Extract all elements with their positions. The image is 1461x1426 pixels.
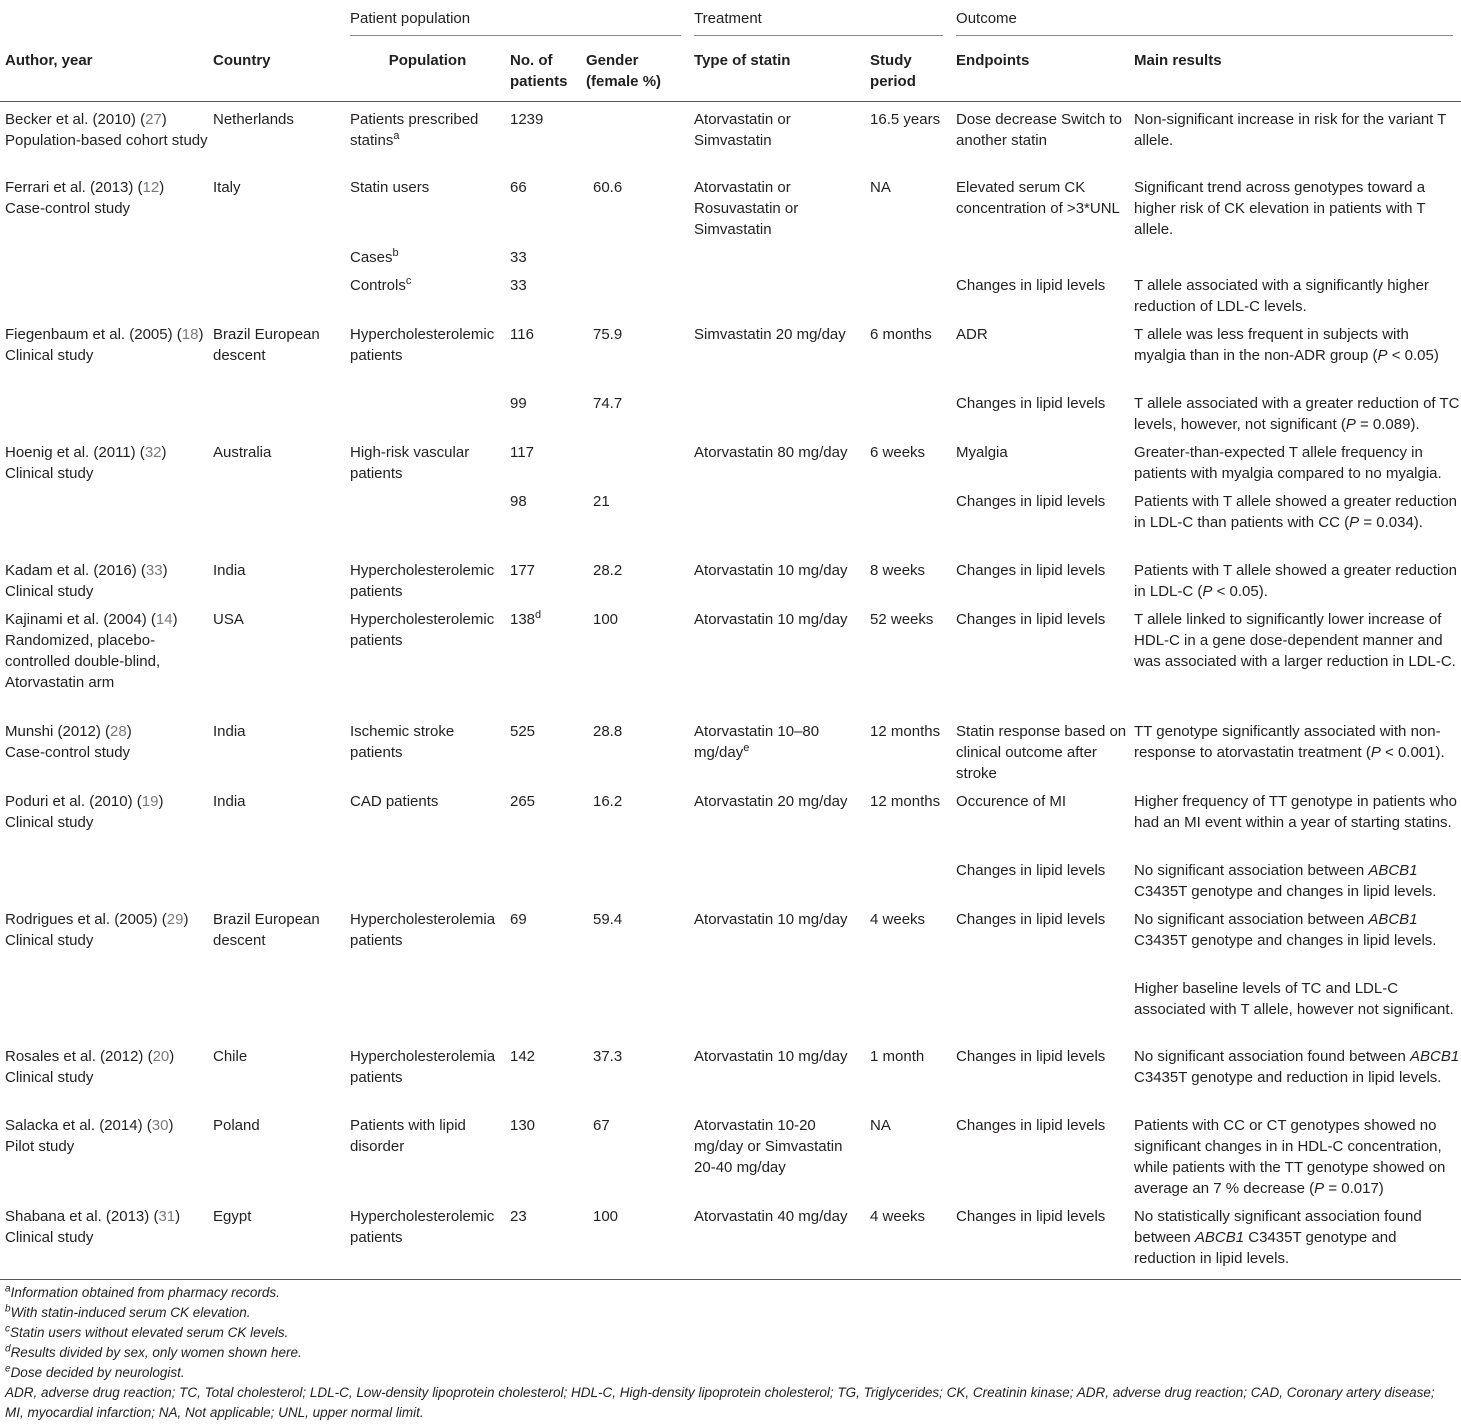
cell-study-period	[865, 971, 951, 1039]
cell-endpoints	[951, 240, 1129, 268]
cell-author: Shabana et al. (2013) (31) Clinical study	[0, 1199, 208, 1280]
cell-main-results: T allele associated with a greater reduction of TC levels, however, not significant (P = 0.089).	[1134, 394, 1460, 433]
cell-study-period: 4 weeks	[865, 1199, 951, 1280]
cell-study-period: NA	[870, 1116, 891, 1134]
cell-endpoints: Myalgia	[956, 443, 1008, 461]
cell-main-results: No significant association between ABCB1 C3435T genotype and changes in lipid levels.	[1134, 861, 1437, 900]
cell-statin: Atorvastatin 80 mg/day	[694, 443, 848, 461]
cell-main-results: Patients with T allele showed a greater reduction in LDL-C than patients with CC (P = 0.034).	[1134, 492, 1457, 531]
cell-population	[345, 971, 505, 1039]
table-row	[0, 902, 1461, 971]
group-header-patient-population: Patient population	[345, 8, 689, 40]
table-row	[0, 268, 1461, 317]
cell-country: Poland	[213, 1116, 260, 1134]
reference-number: 28	[110, 722, 127, 740]
cell-gender: 100	[581, 1199, 689, 1280]
cell-endpoints: Occurence of MI	[956, 792, 1067, 810]
cell-author	[0, 484, 208, 553]
cell-author: Hoenig et al. (2011) (32) Clinical study	[5, 443, 167, 482]
cell-author	[0, 853, 208, 902]
group-header-outcome: Outcome	[951, 8, 1461, 40]
table-row	[0, 317, 1461, 386]
cell-gender	[581, 971, 689, 1039]
cell-main-results: Patients with T allele showed a greater reduction in LDL-C (P < 0.05).	[1134, 561, 1457, 600]
column-header-country: Country	[208, 40, 345, 102]
cell-patients: 69	[510, 910, 527, 928]
cell-country: India	[213, 722, 246, 740]
cell-country	[208, 268, 345, 317]
cell-main-results: T allele was less frequent in subjects with myalgia than in the non-ADR group (P < 0.05)	[1134, 325, 1439, 364]
cell-endpoints: Changes in lipid levels	[956, 394, 1106, 412]
cell-population: Hypercholesterolemia patients	[350, 1047, 496, 1086]
cell-patients: 33	[510, 276, 527, 294]
table-row	[0, 714, 1461, 784]
reference-number: 12	[142, 178, 160, 196]
cell-statin: Atorvastatin 10 mg/day	[694, 561, 848, 579]
cell-gender: 100	[593, 610, 619, 628]
column-header-population: Population	[345, 40, 505, 102]
cell-study-period: 12 months	[870, 722, 941, 740]
cell-author	[0, 268, 208, 317]
cell-study-period	[865, 853, 951, 902]
cell-study-period: 4 weeks	[870, 910, 926, 928]
cell-endpoints: ADR	[956, 325, 988, 343]
cell-author: Kajinami et al. (2004) (14) Randomized, placebo-controlled double-blind, Atorvastatin arm	[5, 610, 178, 691]
table-footnotes	[5, 1283, 1455, 1423]
cell-endpoints: Dose decrease Switch to another statin	[956, 111, 1122, 149]
cell-study-period	[865, 268, 951, 317]
footnote: $^e$Dose decided by neurologist.	[5, 1363, 185, 1380]
cell-endpoints: Changes in lipid levels	[951, 1199, 1129, 1280]
table-row	[0, 170, 1461, 240]
column-header-author: Author, year	[0, 40, 208, 102]
cell-population: Hypercholesterolemic patients	[350, 561, 495, 600]
cell-main-results: No significant association between ABCB1 C3435T genotype and changes in lipid levels.	[1134, 910, 1437, 949]
cell-main-results: Higher frequency of TT genotype in patients who had an MI event within a year of starting statins.	[1134, 792, 1458, 831]
table-row	[0, 1039, 1461, 1108]
cell-patients: 23	[505, 1199, 581, 1280]
cell-main-results	[1129, 240, 1461, 268]
cell-statin	[689, 386, 865, 435]
cell-patients: 177	[510, 561, 536, 579]
cell-statin: Atorvastatin or Simvastatin	[694, 111, 791, 149]
footnote: $^a$Information obtained from pharmacy records.	[5, 1283, 280, 1300]
cell-gender: 75.9	[593, 325, 623, 343]
cell-author	[0, 386, 208, 435]
cell-patients: 99	[510, 394, 527, 412]
table-row	[0, 784, 1461, 853]
cell-study-period: 6 weeks	[870, 443, 926, 461]
cell-study-period: 1 month	[870, 1047, 925, 1065]
cell-endpoints: Changes in lipid levels	[956, 276, 1106, 294]
cell-author: Ferrari et al. (2013) (12) Case-control study	[5, 178, 165, 217]
cell-endpoints: Changes in lipid levels	[956, 492, 1106, 510]
cell-author: Fiegenbaum et al. (2005) (18) Clinical study	[5, 325, 204, 364]
cell-statin: Atorvastatin 10 mg/day	[694, 1047, 848, 1065]
cell-patients: 66	[510, 178, 527, 196]
cell-gender	[581, 268, 689, 317]
cell-gender	[581, 102, 689, 170]
cell-patients: 1239	[510, 111, 544, 128]
cell-statin: Atorvastatin 40 mg/day	[689, 1199, 865, 1280]
cell-main-results: T allele associated with a significantly higher reduction of LDL-C levels.	[1134, 276, 1429, 315]
cell-patients	[505, 853, 581, 902]
cell-main-results: No statistically significant association found between ABCB1 C3435T genotype and reduction in lipid levels.	[1129, 1199, 1461, 1280]
cell-patients	[505, 971, 581, 1039]
cell-endpoints: Statin response based on clinical outcome after stroke	[956, 722, 1127, 782]
cell-study-period: 12 months	[870, 792, 941, 810]
cell-gender	[581, 240, 689, 268]
cell-gender: 37.3	[593, 1047, 623, 1065]
cell-author: Kadam et al. (2016) (33) Clinical study	[5, 561, 168, 600]
cell-patients: 98	[510, 492, 527, 510]
table-row	[0, 1108, 1461, 1199]
cell-author	[0, 971, 208, 1039]
cell-statin: Atorvastatin 20 mg/day	[694, 792, 848, 810]
cell-country: Brazil European descent	[213, 910, 320, 949]
cell-population: Ischemic stroke patients	[350, 722, 455, 761]
cell-population: Patients with lipid disorder	[350, 1116, 466, 1155]
cell-study-period: 52 weeks	[870, 610, 934, 628]
cell-country: Italy	[213, 178, 241, 196]
cell-gender: 60.6	[593, 178, 623, 196]
reference-number: 32	[144, 443, 162, 461]
cell-endpoints: Changes in lipid levels	[956, 861, 1106, 879]
cell-population: Patients prescribed statins$^a$	[350, 111, 479, 149]
cell-statin: Atorvastatin 10 mg/day	[694, 910, 848, 928]
cell-author: Becker et al. (2010) (27) Population-based cohort study	[5, 111, 208, 149]
cell-population: Statin users	[350, 178, 430, 196]
cell-endpoints: Changes in lipid levels	[956, 1116, 1106, 1134]
cell-main-results: Significant trend across genotypes toward a higher risk of CK elevation in patients with T allele.	[1134, 178, 1426, 238]
cell-gender: 28.8	[593, 722, 623, 740]
cell-statin: Simvastatin 20 mg/day	[694, 325, 846, 343]
table-row	[0, 240, 1461, 268]
table-row	[0, 386, 1461, 435]
reference-number: 20	[152, 1047, 170, 1065]
cell-author: Munshi (2012) (28) Case-control study	[5, 722, 132, 761]
reference-number: 30	[151, 1116, 169, 1134]
cell-population: Hypercholesterolemic patients	[350, 325, 495, 364]
table-row	[0, 1199, 1461, 1280]
cell-gender: 74.7	[593, 394, 623, 412]
cell-country: India	[213, 792, 246, 810]
reference-number: 31	[158, 1207, 176, 1225]
cell-author: Rodrigues et al. (2005) (29) Clinical study	[5, 910, 189, 949]
cell-country: India	[213, 561, 246, 579]
cell-population: Hypercholesterolemic patients	[345, 1199, 505, 1280]
table-row	[0, 602, 1461, 714]
cell-gender: 16.2	[593, 792, 623, 810]
reference-number: 29	[166, 910, 184, 928]
cell-study-period: 6 months	[870, 325, 932, 343]
cell-population: Controls$^c$	[350, 274, 412, 294]
cell-author: Rosales et al. (2012) (20) Clinical study	[5, 1047, 175, 1086]
cell-country: Australia	[213, 443, 272, 461]
cell-population: High-risk vascular patients	[350, 443, 470, 482]
table-row	[0, 102, 1461, 170]
cell-patients: 525	[510, 722, 536, 740]
cell-statin	[689, 268, 865, 317]
cell-statin	[689, 484, 865, 553]
group-header-treatment: Treatment	[689, 8, 951, 40]
cell-main-results: Non-significant increase in risk for the variant T allele.	[1134, 111, 1447, 149]
cell-patients: 142	[510, 1047, 536, 1065]
cell-population: Cases$^b$	[350, 246, 399, 266]
abbreviations: ADR, adverse drug reaction; TC, Total cholesterol; LDL-C, Low-density lipoprotein cholesterol; HDL-C, High-density lipoprotein cholesterol; TG, Triglycerides; CK, Creatinin kinase; ADR, adverse drug reaction; CAD, Coronary artery disease; MI, myocardial infarction; NA, Not applicable; UNL, upper normal limit.	[5, 1385, 1435, 1420]
cell-country	[208, 853, 345, 902]
cell-country	[208, 484, 345, 553]
cell-statin	[689, 240, 865, 268]
cell-patients: 130	[510, 1116, 536, 1134]
column-header-endpoints: Endpoints	[951, 40, 1129, 102]
cell-endpoints: Changes in lipid levels	[956, 610, 1106, 628]
column-header-study-period: Study period	[865, 40, 951, 102]
cell-country	[208, 971, 345, 1039]
cell-population: Hypercholesterolemia patients	[350, 910, 496, 949]
footnote: $^c$Statin users without elevated serum CK levels.	[5, 1323, 289, 1340]
cell-country	[208, 240, 345, 268]
table-body	[0, 102, 1461, 1280]
cell-study-period: 8 weeks	[870, 561, 926, 579]
cell-country: Chile	[213, 1047, 248, 1065]
cell-population	[345, 853, 505, 902]
study-table	[0, 8, 1461, 1280]
column-header-main-results: Main results	[1129, 40, 1461, 102]
reference-number: 27	[145, 111, 162, 128]
cell-author: Salacka et al. (2014) (30) Pilot study	[5, 1116, 174, 1155]
cell-study-period	[865, 240, 951, 268]
cell-endpoints: Elevated serum CK concentration of >3*UNL	[956, 178, 1120, 217]
column-header-patients: No. of patients	[505, 40, 581, 102]
table-row	[0, 971, 1461, 1039]
cell-gender	[581, 853, 689, 902]
cell-endpoints	[951, 971, 1129, 1039]
cell-statin: Atorvastatin 10–80 mg/day$^e$	[694, 722, 820, 761]
column-header-gender: Gender (female %)	[581, 40, 689, 102]
cell-main-results: Greater-than-expected T allele frequency in patients with myalgia compared to no myalgia.	[1134, 443, 1442, 482]
cell-author: Poduri et al. (2010) (19) Clinical study	[5, 792, 164, 831]
cell-statin: Atorvastatin 10-20 mg/day or Simvastatin 20-40 mg/day	[694, 1116, 843, 1176]
cell-endpoints: Changes in lipid levels	[956, 1047, 1106, 1065]
cell-gender: 28.2	[593, 561, 623, 579]
table-row	[0, 435, 1461, 484]
cell-statin	[689, 853, 865, 902]
cell-study-period	[865, 484, 951, 553]
cell-main-results: Higher baseline levels of TC and LDL-C associated with T allele, however not significant.	[1134, 979, 1454, 1018]
cell-population	[345, 484, 505, 553]
cell-main-results: TT genotype significantly associated with non-response to atorvastatin treatment (P < 0.001).	[1134, 722, 1445, 761]
table-row	[0, 484, 1461, 553]
cell-population	[345, 386, 505, 435]
reference-number: 19	[141, 792, 159, 810]
footnote: $^b$With statin-induced serum CK elevation.	[5, 1303, 251, 1320]
cell-country: Brazil European descent	[213, 325, 320, 364]
table-row	[0, 853, 1461, 902]
cell-study-period	[865, 386, 951, 435]
cell-endpoints: Changes in lipid levels	[956, 561, 1106, 579]
cell-population: CAD patients	[350, 792, 439, 810]
cell-country: USA	[213, 610, 244, 628]
cell-population: Hypercholesterolemic patients	[350, 610, 495, 649]
cell-study-period: 16.5 years	[870, 111, 941, 128]
cell-endpoints: Changes in lipid levels	[956, 910, 1106, 928]
cell-patients: 265	[510, 792, 536, 810]
cell-gender: 59.4	[593, 910, 623, 928]
reference-number: 33	[145, 561, 163, 579]
cell-patients: 116	[510, 325, 534, 343]
cell-statin: Atorvastatin or Rosuvastatin or Simvastatin	[694, 178, 799, 238]
cell-patients: 33	[510, 248, 527, 266]
reference-number: 18	[181, 325, 199, 343]
cell-gender	[581, 435, 689, 484]
reference-number: 14	[155, 610, 173, 628]
cell-patients: 138$^d$	[510, 608, 542, 628]
cell-study-period: NA	[870, 178, 891, 196]
cell-country	[208, 386, 345, 435]
cell-main-results: No significant association found between ABCB1 C3435T genotype and reduction in lipid levels.	[1134, 1047, 1460, 1086]
cell-gender: 21	[593, 492, 610, 510]
cell-patients: 117	[510, 443, 534, 461]
cell-main-results: Patients with CC or CT genotypes showed no significant changes in in HDL-C concentration, while patients with the TT genotype showed on average an 7 % decrease (P = 0.017)	[1134, 1116, 1446, 1197]
cell-author	[0, 240, 208, 268]
cell-statin: Atorvastatin 10 mg/day	[694, 610, 848, 628]
cell-main-results: T allele linked to significantly lower increase of HDL-C in a gene dose-dependent manner and was associated with a larger reduction in LDL-C.	[1134, 610, 1456, 670]
cell-country: Netherlands	[213, 111, 294, 128]
cell-gender: 67	[593, 1116, 610, 1134]
table-row	[0, 553, 1461, 602]
footnote: $^d$Results divided by sex, only women shown here.	[5, 1343, 302, 1360]
cell-statin	[689, 971, 865, 1039]
cell-country: Egypt	[208, 1199, 345, 1280]
column-header-statin: Type of statin	[689, 40, 865, 102]
